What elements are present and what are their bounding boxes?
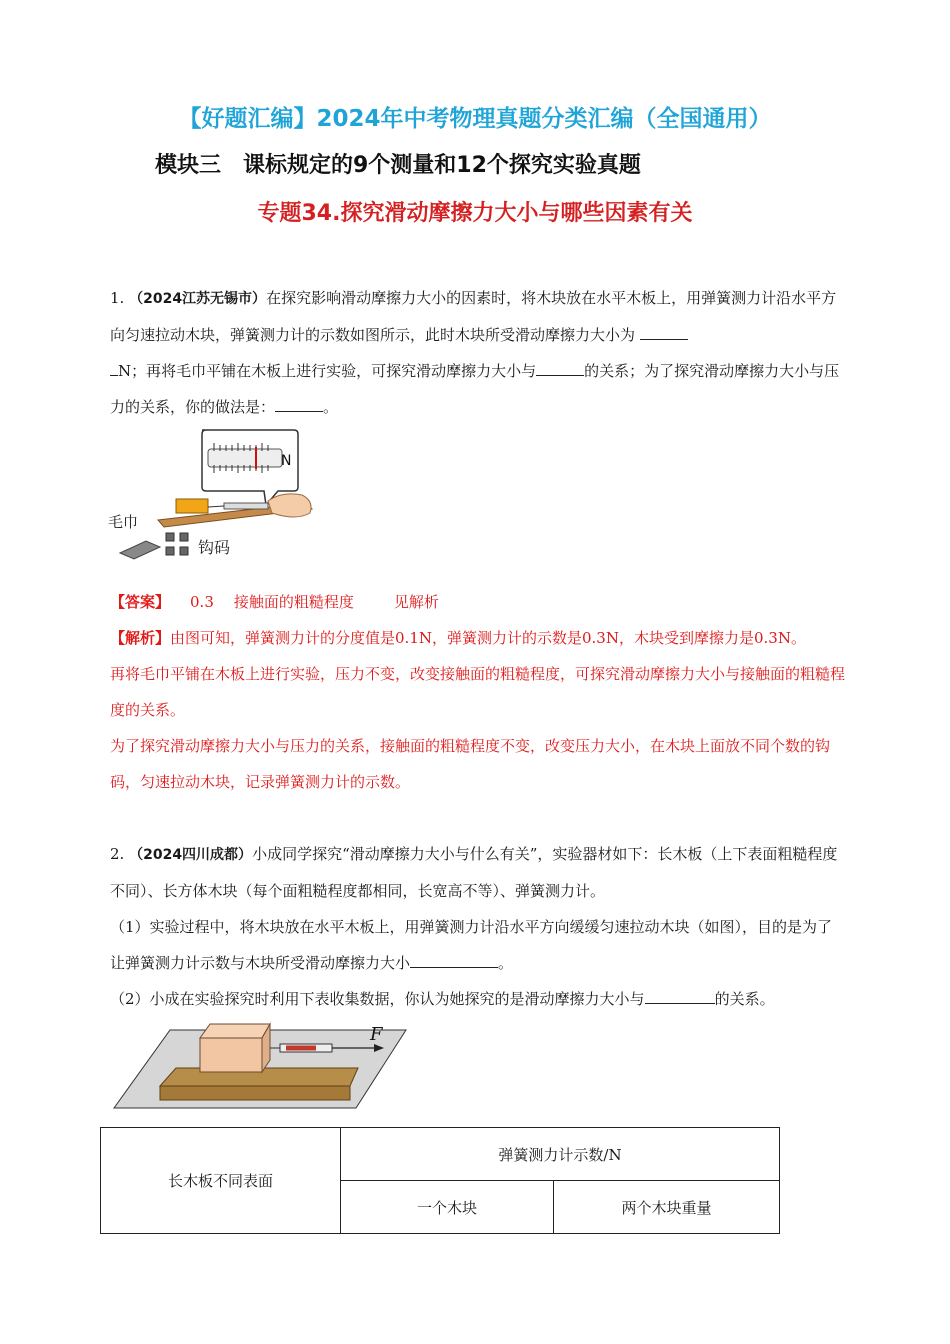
topic-title: 专题34.探究滑动摩擦力大小与哪些因素有关: [257, 201, 693, 226]
answer-blank: [536, 360, 584, 376]
question-text: 的关系。: [714, 990, 775, 1008]
table-header-one-block: 一个木块: [341, 1181, 554, 1234]
answer-value: 接触面的粗糙程度: [233, 593, 354, 611]
question-1: [110, 280, 845, 425]
answer-blank: [110, 360, 118, 376]
question-number: 2.: [110, 845, 125, 863]
question-text: 小成同学探究“滑动摩擦力大小与什么有关”，实验器材如下：长木板（上下表面粗糙程度不同）、长方体木块（每个面粗糙程度都相同，长宽高不等）、弹簧测力计。: [110, 845, 838, 900]
question-source: （2024四川成都）: [129, 847, 253, 863]
answer-blank: [275, 396, 323, 412]
answer-blank: [410, 952, 498, 968]
wood-board-side: [160, 1086, 350, 1100]
question-text: 。: [498, 954, 514, 972]
block-pull-figure: [108, 1016, 408, 1112]
question-text: 在探究影响滑动摩擦力大小的因素时，将木块放在水平木板上，用弹簧测力计沿水平方向匀速拉动木块，弹簧测力计的示数如图所示，此时木块所受滑动摩擦力大小为: [110, 289, 837, 344]
answer-blank: [645, 988, 715, 1004]
answer-section: [110, 584, 845, 620]
wood-block: [200, 1038, 262, 1072]
question-part-2: （2）小成在实验探究时利用下表收集数据，你认为她探究的是滑动摩擦力大小与: [110, 990, 645, 1008]
scale-unit: N: [281, 453, 292, 469]
wood-block: [176, 499, 208, 513]
analysis-section: [110, 620, 845, 800]
question-source: （2024江苏无锡市）: [129, 291, 267, 307]
scale-hook: [208, 506, 224, 507]
spring-scale: [224, 503, 268, 509]
hook-weights: [166, 533, 188, 555]
table-header-group: 弹簧测力计示数/N: [341, 1128, 780, 1181]
analysis-text: 由图可知，弹簧测力计的分度值是0.1N，弹簧测力计的示数是0.3N，木块受到摩擦力是0.3N。: [170, 629, 806, 647]
scale-spring: [286, 1046, 316, 1051]
answer-value: 见解析: [393, 593, 439, 611]
analysis-text: 再将毛巾平铺在木板上进行实验，压力不变，改变接触面的粗糙程度，可探究滑动摩擦力大小与接触面的粗糙程度的关系。: [110, 665, 846, 719]
module-title: 模块三 课标规定的9个测量和12个探究实验真题: [155, 153, 641, 178]
analysis-label: 【解析】: [110, 629, 171, 647]
hand: [268, 494, 311, 517]
towel-label: 毛巾: [108, 513, 139, 531]
question-number: 1.: [110, 289, 125, 307]
page-title: 【好题汇编】2024年中考物理真题分类汇编（全国通用）: [178, 106, 772, 132]
analysis-text: 为了探究滑动摩擦力大小与压力的关系，接触面的粗糙程度不变，改变压力大小，在木块上面放不同个数的钩码，匀速拉动木块，记录弹簧测力计的示数。: [110, 737, 831, 791]
table-header-surface: 长木板不同表面: [101, 1128, 341, 1234]
answer-label: 【答案】: [110, 593, 171, 611]
block-top: [200, 1024, 270, 1038]
answer-value: 0.3: [190, 593, 214, 611]
towel: [120, 541, 160, 559]
question-2: [110, 836, 845, 1017]
question-text: 。: [323, 398, 339, 416]
force-label: F: [370, 1024, 383, 1045]
answer-blank: [640, 324, 688, 340]
scale-body: [208, 449, 282, 467]
question-text: N；再将毛巾平铺在木板上进行实验，可探究滑动摩擦力大小与: [118, 362, 537, 380]
table-header-two-blocks: 两个木块重量: [554, 1181, 780, 1234]
data-table: [100, 1127, 780, 1234]
question-part-1: （1）实验过程中，将木块放在水平木板上，用弹簧测力计沿水平方向缓缓匀速拉动木块（如图），目的是为了让弹簧测力计示数与木块所受滑动摩擦力大小: [110, 918, 833, 972]
hooks-label: 钩码: [198, 538, 231, 557]
spring-scale-figure: [106, 425, 326, 565]
question-text: 的关系；为了探究滑动摩擦力大小与压力的关系，你的做法是：: [110, 362, 840, 416]
